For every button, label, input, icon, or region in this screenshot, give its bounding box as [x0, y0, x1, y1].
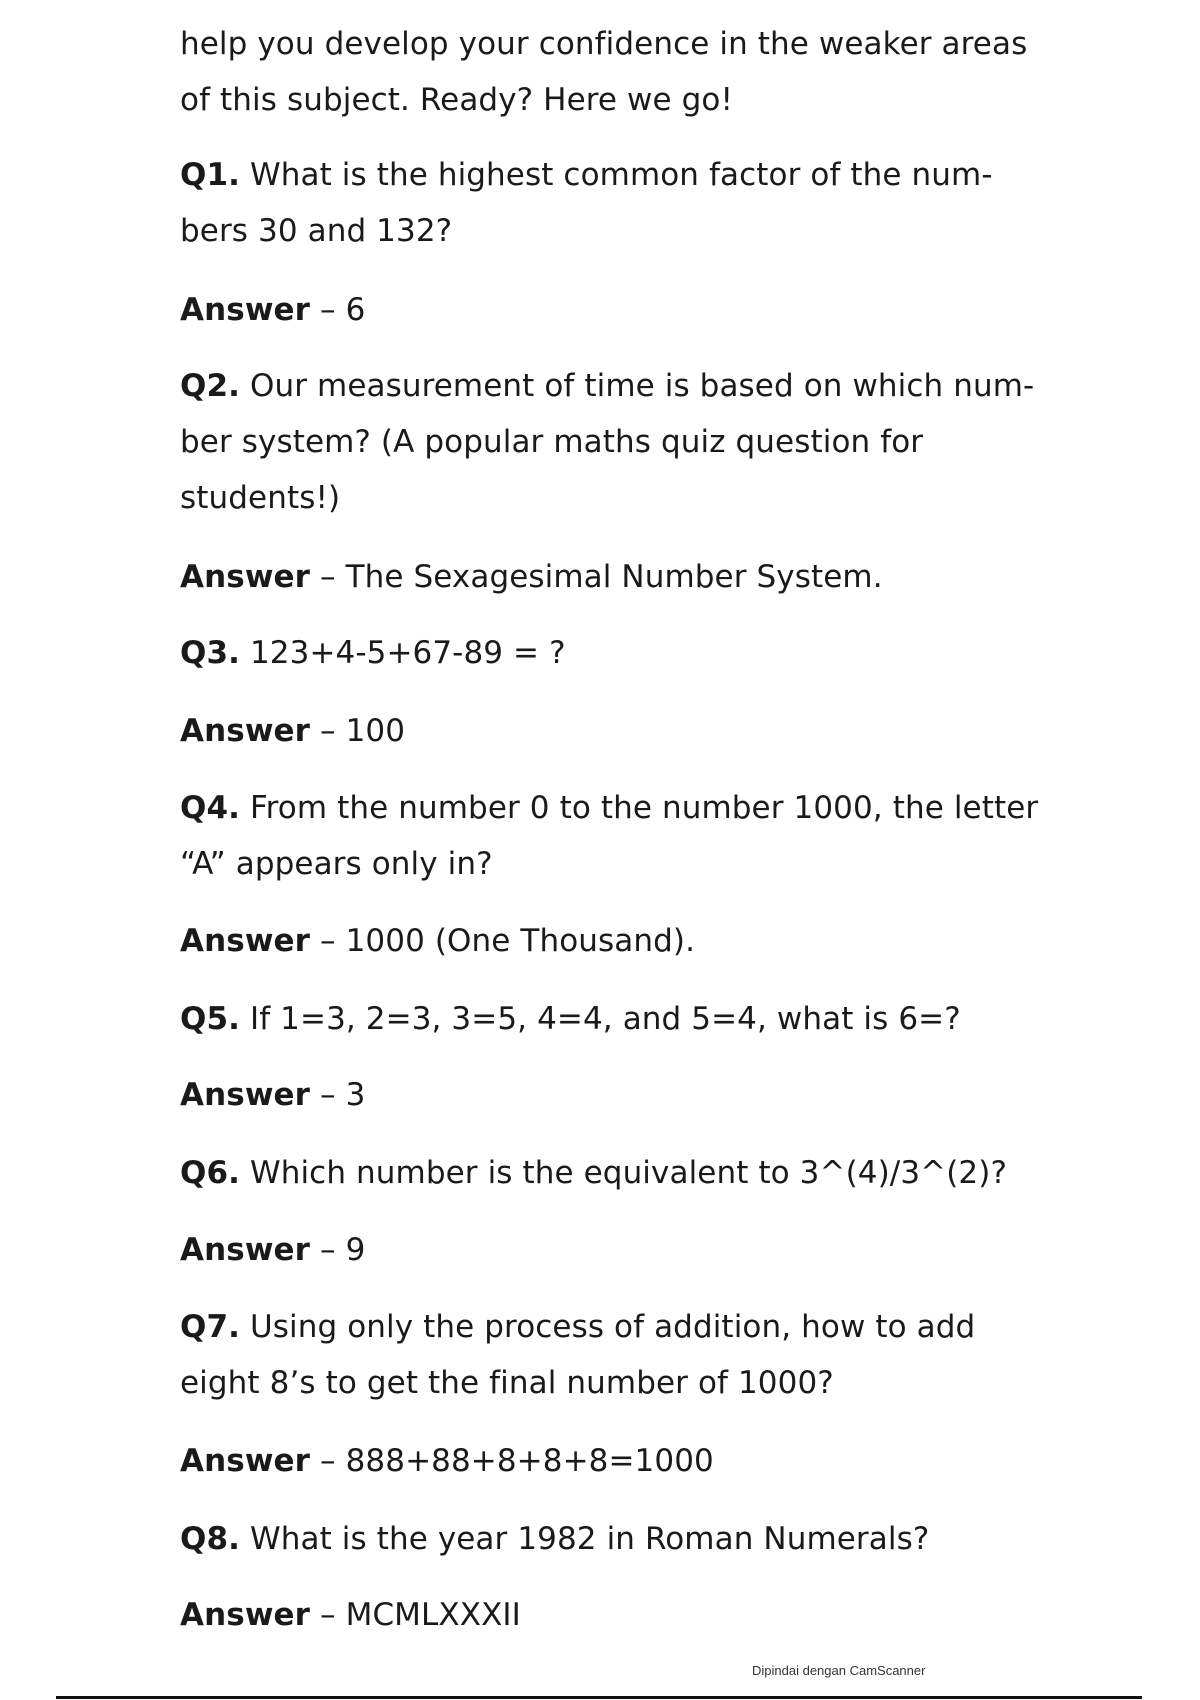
question-text: Using only the process of addition, how to add eight 8’s to get the final number of 1000? [180, 1309, 976, 1401]
answer-label: Answer [180, 1232, 311, 1268]
bottom-divider [56, 1696, 1142, 1699]
question-text: Which number is the equivalent to 3^(4)/3^(2)? [249, 1155, 1007, 1191]
question-6 [180, 1145, 1040, 1201]
answer-3 [180, 703, 1040, 759]
question-1 [180, 147, 1040, 259]
answer-text: 9 [345, 1232, 366, 1268]
question-7 [180, 1299, 1040, 1411]
question-text: From the number 0 to the number 1000, the letter “A” appears only in? [180, 790, 1039, 882]
answer-6 [180, 1222, 1040, 1278]
answer-7 [180, 1433, 1040, 1489]
answer-separator: – [310, 1232, 346, 1268]
answer-label: Answer [180, 559, 311, 595]
question-text: 123+4-5+67-89 = ? [249, 635, 566, 671]
answer-label: Answer [180, 713, 311, 749]
question-label: Q3. [180, 635, 240, 671]
question-text: What is the year 1982 in Roman Numerals? [249, 1521, 930, 1557]
question-4 [180, 780, 1040, 892]
question-text: Our measurement of time is based on which num-ber system? (A popular maths quiz question for students!) [180, 368, 1035, 516]
answer-text: 6 [345, 292, 366, 328]
answer-label: Answer [180, 1597, 311, 1633]
question-label: Q4. [180, 790, 240, 826]
question-label: Q1. [180, 157, 240, 193]
question-text: If 1=3, 2=3, 3=5, 4=4, and 5=4, what is 6=? [249, 1001, 961, 1037]
answer-label: Answer [180, 923, 311, 959]
answer-8 [180, 1587, 1040, 1643]
answer-4 [180, 913, 1040, 969]
scanner-footer-note: Dipindai dengan CamScanner [752, 1663, 926, 1678]
question-label: Q7. [180, 1309, 240, 1345]
answer-separator: – [310, 1443, 346, 1479]
answer-label: Answer [180, 1077, 311, 1113]
question-label: Q6. [180, 1155, 240, 1191]
answer-text: 100 [345, 713, 406, 749]
answer-5 [180, 1067, 1040, 1123]
answer-text: 888+88+8+8+8=1000 [345, 1443, 714, 1479]
answer-separator: – [310, 923, 346, 959]
question-3 [180, 625, 1040, 681]
answer-separator: – [310, 559, 346, 595]
question-label: Q5. [180, 1001, 240, 1037]
answer-separator: – [310, 1597, 346, 1633]
answer-label: Answer [180, 292, 311, 328]
answer-text: MCMLXXXII [345, 1597, 521, 1633]
question-label: Q8. [180, 1521, 240, 1557]
question-text: What is the highest common factor of the num-bers 30 and 132? [180, 157, 993, 249]
answer-label: Answer [180, 1443, 311, 1479]
intro-paragraph: help you develop your confidence in the weaker areas of this subject. Ready? Here we go! [180, 26, 1028, 118]
question-2 [180, 358, 1040, 526]
question-label: Q2. [180, 368, 240, 404]
answer-2 [180, 549, 1040, 605]
answer-text: 1000 (One Thousand). [345, 923, 696, 959]
answer-text: The Sexagesimal Number System. [345, 559, 883, 595]
answer-separator: – [310, 713, 346, 749]
question-8 [180, 1511, 1040, 1567]
answer-text: 3 [345, 1077, 366, 1113]
answer-1 [180, 282, 1040, 338]
answer-separator: – [310, 1077, 346, 1113]
answer-separator: – [310, 292, 346, 328]
question-5 [180, 991, 1040, 1047]
